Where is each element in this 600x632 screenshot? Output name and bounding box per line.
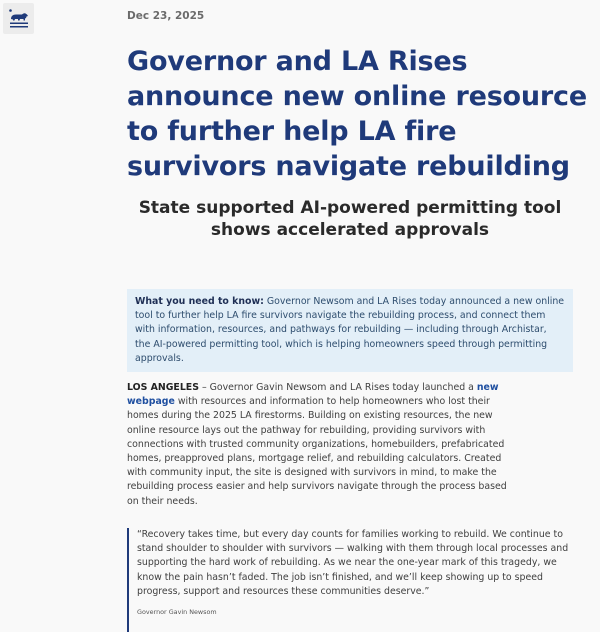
article-subtitle: State supported AI-powered permitting tool shows accelerated approvals (138, 198, 562, 240)
quote-text: “Recovery takes time, but every day counts for families working to rebuild. We continue to stand shoulder to shoulder with survivors — walking with them through local processes and supporting the hard work of rebuilding. As we near the one-year mark of this tragedy, we know the pain hasn’t faded. The job isn’t finished, and we’ll keep showing up to speed progress, support and resources these communities deserve.” (137, 529, 569, 597)
body-paragraph (127, 381, 517, 509)
quote-attribution: Governor Gavin Newsom (137, 608, 217, 617)
body-rest: with resources and information to help homeowners who lost their homes during the 2025 LA firestorms. Building on existing resources, the new online resource lays out the pathway for rebuilding, providing survivors with connections with trusted community organizations, homebuilders, prefabricated homes, preapproved plans, mortgage relief, and rebuilding calculators. Created with community input, the site is designed with survivors in mind, to make the rebuilding process easier and help survivors navigate through the process based on their needs. (127, 396, 507, 507)
key-takeaway-callout (127, 289, 573, 372)
callout-label: What you need to know: (135, 296, 264, 307)
callout-text: Governor Newsom and LA Rises today announced a new online tool to further help LA fire survivors navigate the rebuilding process, and connect them with information, resources, and pathways for rebuilding — including through Archistar, the AI-powered permitting tool, which is helping homeowners speed through permitting approvals. (135, 296, 565, 364)
dateline: LOS ANGELES (127, 382, 199, 393)
publish-date: Dec 23, 2025 (127, 10, 205, 22)
new-webpage-link[interactable]: new webpage (127, 382, 499, 408)
article-title: Governor and LA Rises announce new online resource to further help LA fire survivors navigate rebuilding (127, 46, 587, 182)
body-lead: – Governor Gavin Newsom and LA Rises today launched a (198, 382, 477, 393)
governor-quote (127, 528, 573, 632)
site-logo[interactable] (3, 3, 34, 34)
california-bear-icon (7, 7, 31, 31)
